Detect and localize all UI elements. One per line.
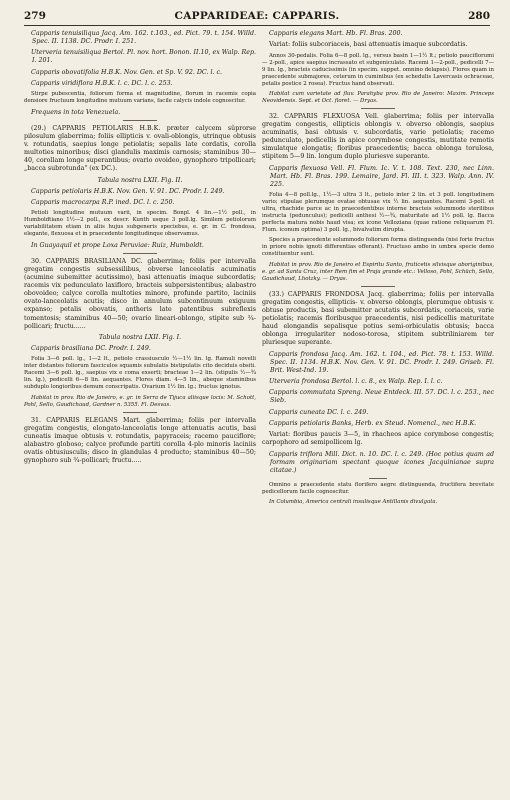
separator: [123, 412, 157, 413]
page-header: [24, 10, 490, 24]
species-description: 30. CAPPARIS BRASILIANA DC. glaberrima; foliis per intervalla gregatim congestis subsessilibus, obverse lanceolatis acuminatis (acumine subemitter acutissimo), basi attenuatis imaque subcordatis; racemis vix pedunculato laxifloro, bracteis subpersistentibus; alabastro obovoideo; calyce corolla multoties minore, profunde partito, laciniis ovato-lanceolatis acutis; disco in annulum subcontinuum exiguum expanso; petalis obovatis, antheris late patentibus subreflexis tomentosis; staminibus 40—50; ovario lineari-oblongo, stipite sub ¾-pollicari; fructu......: [24, 257, 256, 330]
synonym-citation: Capparis obovatifolia H.B.K. Nov. Gen. et Sp. V. 92. DC. l. c.: [31, 68, 223, 76]
habitat-note: Frequens in tota Venezuela.: [31, 108, 121, 116]
running-title: CAPPARIDEAE: CAPPARIS.: [174, 10, 340, 22]
synonym-citation: Capparis viridiflora H.B.K. l. c. DC. l. c. 253.: [31, 80, 173, 88]
species-description: (29.) CAPPARIS PETIOLARIS H.B.K. præter calycem sûprorse pilosulum glaberrima; foliis ellipticis v. ovali-oblongis, utrinque obtusis v. rotundatis, saepius longe petiolatis; sepalis late cordatis, corolla multoties minoribus; disci glandulis maximis carnosis; staminibus 30—40, corollam longe superantibus; ovario ovoideo, gynophoro tripollicari; „bacca subrotunda" (ex DC.).: [24, 124, 256, 173]
habitat-note: Habitat in prov. Rio de Janeiro et Espiritu Santo, fruticetis silvisque aboriginibus, e. gr. ad Santa Cruz, inter Rem fim et Praja grande etc.: Velloso, Pohl, Schüch, Sello, Gaudichaud, Lhotzky. — Dryas.: [262, 261, 494, 282]
right-column: [262, 30, 494, 509]
separator: [123, 120, 157, 121]
plate-reference: Tabula nostra LXII. Fig. I.: [98, 333, 182, 341]
synonym-citation: Uterveria frondosa Bertol. l. c. 8., ex Walp. Rep. I. l. c.: [269, 378, 443, 386]
plate-reference: Tabula nostra LXII. Fig. II.: [97, 176, 183, 184]
habitat-note: Habitat cum varietate ad fluv. Parahyba prov. Rio de Janeiro: Maxim. Princeps Neovidensis. Sept. et Oct. floret. — Dryas.: [262, 90, 494, 104]
page-number-left: 279: [24, 10, 46, 22]
separator: [361, 108, 395, 109]
synonym-citation: Uterveria tenuisiliqua Bertol. Pl. nov. hort. Bonon. II.10, ex Walp. Rep. I. 201.: [31, 49, 256, 65]
habitat-note: In Columbia, America centrali insulisque Antillanis divulgata.: [269, 499, 438, 506]
note-paragraph: Folia 4—8 poll.lg., 1½—3 ultra 3 lt., petiolo inter 2 lin. et 3 poll. longitudinem vario; stipulae plerumque ovatae obtusae vix ½ lin. aequantes. Racemi 3-poll. et ultra, rhachide parce ac in praecedentibus interne bracteis solummodo sterilibus instructa (pedunculus); pedicelli anthesi ½—¾, maturitate ad 1½ poll. lg. Bacca perfecta matura nobis haud visa; ex icone Velloziana (quae ratione reliquarum Fl. Flum. iconum optima) 3 poll. lg., bivalvatim dirupta.: [262, 192, 494, 234]
synonym-citation: Capparis frondosa Jacq. Am. 162. t. 104., ed. Pict. 78. t. 153. Willd. Spec. II. 1134. H.B.K. Nov. Gen. V. 91. DC. Prodr. I. 249. Griseb. Fl. Brit. West-Ind. 19.: [269, 350, 494, 374]
species-description: 31. CAPPARIS ELEGANS Mart. glaberrima; foliis per intervalla gregatim congestis, elongato-lanceolatis longe attenuatis acutis, basi cuneatis imaque obtusis v. rotundatis, papyraceis; racemo pauciflore; alabastro globoso; calyce profunde partiti corolla 4-plo minoris laciniis ovatis obtusiusculis; disco in glandulas 4 producto; staminibus 40—50; gynophoro sub ¾-pollicari; fructu.....: [24, 416, 256, 465]
page-number-right: 280: [468, 10, 490, 22]
separator: [369, 478, 387, 479]
synonym-citation: Capparis petiolaris H.B.K. Nov. Gen. V. 91. DC. Prodr. I. 249.: [31, 187, 225, 195]
synonym-citation: Capparis brasiliana DC. Prodr. I. 249.: [31, 345, 151, 353]
synonym-citation: Capparis tenuisiliqua Jacq. Am. 162. t.103., ed. Pict. 79. t. 154. Willd. Spec. II. 1138. DC. Prodr. I. 251.: [31, 30, 256, 46]
synonym-citation: Capparis cuneata DC. l. c. 249.: [269, 408, 369, 416]
separator: [123, 253, 157, 254]
header-rule: [24, 25, 490, 26]
left-column: [24, 30, 256, 469]
variety-note: Variat: foliis subcoriaceis, basi attenuatis imaque subcordatis.: [269, 41, 468, 49]
separator: [361, 286, 395, 287]
habitat-note: Habitat in prov. Rio de Janeiro, e. gr. in Serra de Tijuca aliisque locis: M. Schott, Pohl, Sello, Gaudichaud, Gardner n. 5355. Fl. Desvas.: [24, 394, 256, 408]
synonym-citation: Capparis triflora Mill. Dict. n. 10. DC. l. c. 249. (Hoc potius quam ad formam originariam spectant quoque icones Jacquinianae supra citatae.): [269, 450, 494, 474]
note-paragraph: Stirpe pubescentia, foliorum forma et magnitudine, florum in racemis copia densiore fructuum longitudine mutuum varians, facile calycis indole cognoscitur.: [24, 91, 256, 105]
note-paragraph: Petioli longitudine mutuum varii, in specim. Bonpl. 4 lin.—1½ poll., in Humboldtiano 1½—2 poll., ex descr. Kunth usque 3 poll.lg. Similem petiolorum variabilitatem etiam in aliis hujus subgeneris speciebus, e. gr. in C. frondosa, elegante, flexuosa et in praecedente longitudinque observamus.: [24, 210, 256, 238]
synonym-citation: Capparis flexuosa Vell. Fl. Flum. Ic. V. t. 108. Text. 230, nec Linn. Mart. Hb. Fl. Bras. 199. Lemaire, Jard. Fl. III. t. 323. Walp. Ann. IV. 225.: [269, 164, 494, 188]
note-paragraph: Folia 3—6 poll. lg., 1—2 lt., petiolo crassiusculo ½—1½ lin. lg. Ramuli novelli inter distantes foliorum fasciculos squamis subulatis bistipulatis cito deciduis obsiti. Racemi 3—6 poll. lg., saepius vix e coma exserti; bracteae 1—2 lin. (stipulis ½—¾ lin. lg.), pedicelli 6—8 lin. aequantes. Flores diam. 4—5 lin., abeque staminibus subduplo longioribus demum conscripatis. Ovarium 1½ lin. lg.; fructus ignotus.: [24, 356, 256, 391]
variety-note: Variat: floribus paucis 3—5, in rhacheos apice corymbose congestis; carpophoro ad semipollicem lg.: [262, 431, 494, 447]
synonym-citation: Capparis elegans Mart. Hb. Fl. Bras. 200.: [269, 30, 403, 37]
habitat-note: In Guayaquil et prope Loxa Peruviae: Ruiz, Humboldt.: [31, 241, 204, 249]
note-paragraph: Omnino a praecedente statu florifero aegre distinguenda, fructifera brevitate pedicellorum facile cognoscitur.: [262, 482, 494, 496]
note-paragraph: Species a praecedente solummodo foliorum forma distinguenda (nisi forte fructus in priore nobis ignoti differentias offerant). Fructuso ambo in umbra specie demo constituentur sunt.: [262, 237, 494, 258]
species-description: (33.) CAPPARIS FRONDOSA Jacq. glaberrima; foliis per intervalla gregatim congestis, ellipticis- v. obverso oblongis, plerumque obtusis v. obtuse productis, basi subemitter acutatis subcordatis, coriaceis, varie petiolatis; racemis floribusque praecedentis, nisi pedicellis maturitate haud elongandis sepalisque potius semi-orbiculatis obtusis; bacca oblonga irregulariter nodoso-torosa, stipitem subtriliniarem ter pluriesque superante.: [262, 290, 494, 347]
note-paragraph: Annos 30-pedalis. Folia 6—8 poll. lg., versus basin 1—1½ lt.; petiolo pauciflorumi — 2-poll., apice saepius incrassato et subgeniculato. Racemi 1—2-poll., pedicelli 7—9 lin. lg., bracteis caducissimis (in specim. suppet. omnino delapsis). Flores quam in praecedente submajores, ceterum in cuminibus (ex schedulis Lavercasis ochraceae, petalis postice 2 rosea). Fructus hand observati.: [262, 52, 494, 87]
synonym-citation: Capparis commutata Spreng. Neue Entdeck. III. 57. DC. l. c. 253., nec Sieb.: [269, 389, 495, 405]
species-description: 32. CAPPARIS FLEXUOSA Vell. glaberrima; foliis per intervalla gregatim congestis, ellipticis oblongis v. obverso oblongis, saepius acuminatis, basi obtusis v. subcordatis, varie petiolatis; racemo pedunculato, pedicellis in apice corymbose congestis, mutitate remotis simulatque elongatis; floribus praecedentis; bacca oblonga torulosa, stipitem 5—9 lin. longum duplo pluriesve superante.: [262, 112, 494, 161]
synonym-citation: Capparis petiolaris Banks, Herb. ex Steud. Nomencl., nec H.B.K.: [269, 419, 477, 427]
synonym-citation: Capparis macrocarpa R.P. ined. DC. l. c. 250.: [31, 199, 175, 207]
